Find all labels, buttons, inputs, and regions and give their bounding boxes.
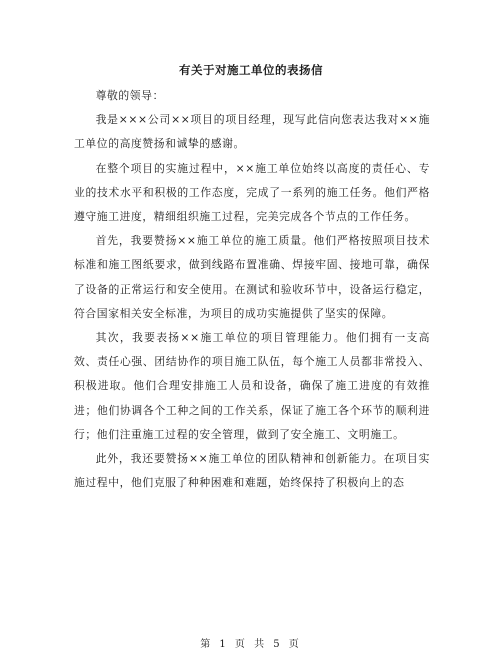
page-number-footer: 第 1 页 共 5 页 xyxy=(200,639,302,650)
paragraph-quality: 首先，我要赞扬××施工单位的施工质量。他们严格按照项目技术标准和施工图纸要求，做到线路布置准确、焊接牢固、接地可靠，确保了设备的正常运行和安全使用。在测试和验收环节中，设备运行稳定，符合国家相关安全标准，为项目的成功实施提供了坚实的保障。 xyxy=(74,234,430,320)
document-title: 有关于对施工单位的表扬信 xyxy=(179,63,323,77)
paragraph-intro: 我是×××公司××项目的项目经理，现写此信向您表达我对××施工单位的高度赞扬和诚挚的感谢。 xyxy=(74,113,430,151)
salutation: 尊敬的领导： xyxy=(95,89,164,102)
paragraph-management: 其次，我要表扬××施工单位的项目管理能力。他们拥有一支高效、责任心强、团结协作的项目施工队伍，每个施工人员都非常投入、积极进取。他们合理安排施工人员和设备，确保了施工进度的有效推进；他们协调各个工种之间的工作关系，保证了施工各个环节的顺利进行；他们注重施工过程的安全管理，做到了安全施工、文明施工。 xyxy=(74,331,430,441)
paragraph-process: 在整个项目的实施过程中，××施工单位始终以高度的责任心、专业的技术水平和积极的工作态度，完成了一系列的施工任务。他们严格遵守施工进度，精细组织施工过程，完美完成各个节点的工作任务。 xyxy=(74,161,430,224)
document-body xyxy=(74,84,430,495)
paragraph-teamwork: 此外，我还要赞扬××施工单位的团队精神和创新能力。在项目实施过程中，他们克服了种种困难和难题，始终保持了积极向上的态 xyxy=(74,452,430,490)
